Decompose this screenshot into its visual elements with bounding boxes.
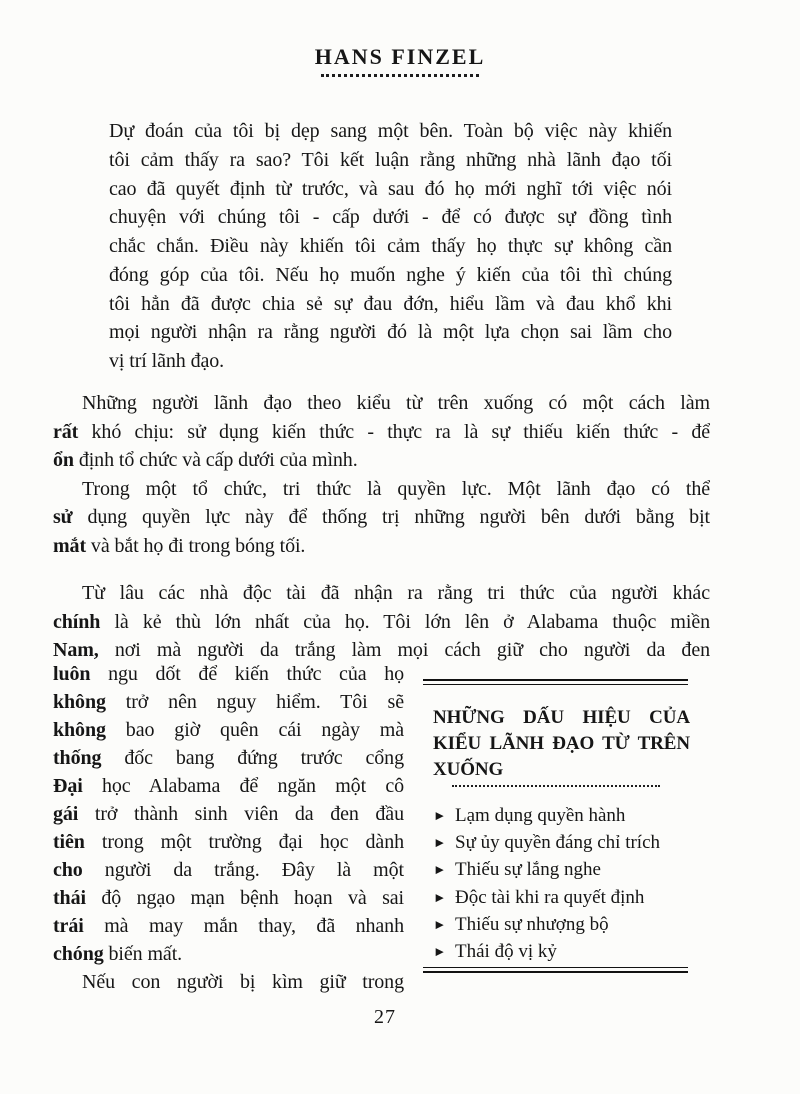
- body-paragraphs-mid: [53, 389, 710, 561]
- signal-list-item: [433, 911, 707, 938]
- bold-lead-word: chóng: [53, 943, 109, 965]
- double-rule-bottom: [423, 967, 688, 973]
- double-rule-top: [423, 679, 688, 685]
- bullet-arrow-icon: ►: [433, 944, 447, 960]
- text-line: đóng góp của tôi. Nếu họ muốn nghe ý kiến của tôi thì chúng: [109, 263, 672, 286]
- text-line: thái độ ngạo mạn bệnh hoạn và sai: [53, 887, 405, 909]
- signal-label: Thái độ vị kỷ: [455, 941, 557, 963]
- signal-list: [433, 802, 707, 965]
- text-line: Dự đoán của tôi bị dẹp sang một bên. Toàn bộ việc này khiến: [109, 120, 672, 142]
- text-line: thống đốc bang đứng trước cổng: [53, 747, 404, 769]
- bold-lead-word: cho: [53, 859, 105, 881]
- bullet-arrow-icon: ►: [433, 916, 447, 932]
- text-line: vị trí lãnh đạo.: [109, 350, 225, 372]
- callout-dotted-rule: [452, 785, 660, 787]
- text-line: sử dụng quyền lực này để thống trị những người bên dưới bằng bịt: [53, 506, 710, 529]
- text-line: chóng biến mất.: [53, 943, 183, 965]
- text-line: Trong một tổ chức, tri thức là quyền lực. Một lãnh đạo có thể: [82, 477, 710, 500]
- bullet-arrow-icon: ►: [433, 808, 447, 823]
- running-header: [0, 44, 800, 77]
- quote-paragraph: [109, 117, 672, 376]
- bold-lead-word: tiên: [53, 831, 102, 853]
- text-line: mắt và bắt họ đi trong bóng tối.: [53, 534, 306, 557]
- text-line: rất khó chịu: sử dụng kiến thức - thực ra là sự thiếu kiến thức - để: [53, 420, 710, 443]
- text-line: tôi hẳn đã được chia sẻ sự đau đớn, hiểu lầm và đau khổ khi: [109, 292, 672, 315]
- text-line: mọi người nhận ra rằng người đó là một lựa chọn sai lầm cho: [109, 321, 672, 344]
- bold-lead-word: không: [53, 719, 126, 741]
- text-line: chuyện với chúng tôi - cấp dưới - để có được sự đồng tình: [109, 206, 672, 229]
- callout-title: [433, 705, 690, 783]
- bold-lead-word: ổn: [53, 449, 79, 472]
- running-header-title: HANS FINZEL: [314, 44, 486, 69]
- text-line: luôn ngu dốt để kiến thức của họ: [53, 663, 404, 685]
- bold-lead-word: Đại: [53, 775, 102, 797]
- text-line: Đại học Alabama để ngăn một cô: [53, 775, 404, 797]
- page-footer: [0, 1005, 770, 1029]
- bullet-arrow-icon: ►: [433, 835, 447, 851]
- body-paragraph-full-width: [53, 579, 710, 665]
- signal-label: Thiếu sự nhượng bộ: [455, 913, 609, 935]
- header-dotted-rule: [321, 74, 479, 77]
- bullet-arrow-icon: ►: [433, 862, 447, 878]
- text-line: không bao giờ quên cái ngày mà: [53, 719, 404, 741]
- bold-lead-word: luôn: [53, 663, 109, 685]
- bold-lead-word: thái: [53, 887, 102, 909]
- bold-lead-word: trái: [53, 915, 105, 937]
- bold-lead-word: rất: [53, 420, 92, 443]
- text-line: chắc chắn. Điều này khiến tôi cảm thấy họ thực sự không cần: [109, 235, 672, 257]
- bullet-arrow-icon: ►: [433, 889, 447, 905]
- text-line: KIỂU LÃNH ĐẠO TỪ TRÊN: [433, 733, 690, 754]
- signal-list-item: [433, 884, 707, 911]
- signal-list-item: [433, 856, 707, 883]
- text-line: NHỮNG DẤU HIỆU CỦA: [433, 707, 690, 728]
- text-line: Nếu con người bị kìm giữ trong: [82, 971, 404, 993]
- bold-lead-word: sử: [53, 506, 88, 529]
- signal-label: Độc tài khi ra quyết định: [455, 886, 645, 908]
- text-line: tiên trong một trường đại học dành: [53, 831, 404, 853]
- bold-lead-word: Nam,: [53, 639, 115, 661]
- bold-lead-word: chính: [53, 610, 115, 633]
- page-number: 27: [374, 1006, 396, 1028]
- signal-label: Sự ủy quyền đáng chỉ trích: [455, 832, 661, 854]
- signal-list-item: [433, 829, 707, 856]
- text-line: Nam, nơi mà người da trắng làm mọi cách giữ cho người da đen: [53, 639, 710, 661]
- text-line: tôi cảm thấy ra sao? Tôi kết luận rằng những nhà lãnh đạo tối: [109, 148, 672, 171]
- signal-list-item: [433, 802, 707, 829]
- wrapped-text-column: [53, 660, 404, 996]
- signal-list-item: [433, 938, 707, 965]
- text-line: cao đã quyết định từ trước, và sau đó họ mới nghĩ tới việc nói: [109, 177, 672, 200]
- text-line: Từ lâu các nhà độc tài đã nhận ra rằng tri thức của người khác: [82, 582, 710, 604]
- text-line: XUỐNG: [433, 759, 504, 780]
- bold-lead-word: gái: [53, 803, 95, 825]
- text-line: chính là kẻ thù lớn nhất của họ. Tôi lớn lên ở Alabama thuộc miền: [53, 610, 710, 633]
- bold-lead-word: mắt: [53, 534, 91, 557]
- text-line: cho người da trắng. Đây là một: [53, 859, 404, 881]
- text-line: ổn định tổ chức và cấp dưới của mình.: [53, 449, 358, 472]
- signal-label: Lạm dụng quyền hành: [455, 805, 626, 826]
- bold-lead-word: thống: [53, 747, 125, 769]
- text-line: trái mà may mắn thay, đã nhanh: [53, 915, 404, 937]
- bold-lead-word: không: [53, 691, 126, 713]
- text-line: không trở nên nguy hiểm. Tôi sẽ: [53, 691, 405, 713]
- text-line: gái trở thành sinh viên da đen đầu: [53, 803, 404, 825]
- signals-callout-box: [423, 679, 707, 973]
- text-line: Những người lãnh đạo theo kiểu từ trên xuống có một cách làm: [82, 392, 710, 414]
- signal-label: Thiếu sự lắng nghe: [455, 859, 601, 881]
